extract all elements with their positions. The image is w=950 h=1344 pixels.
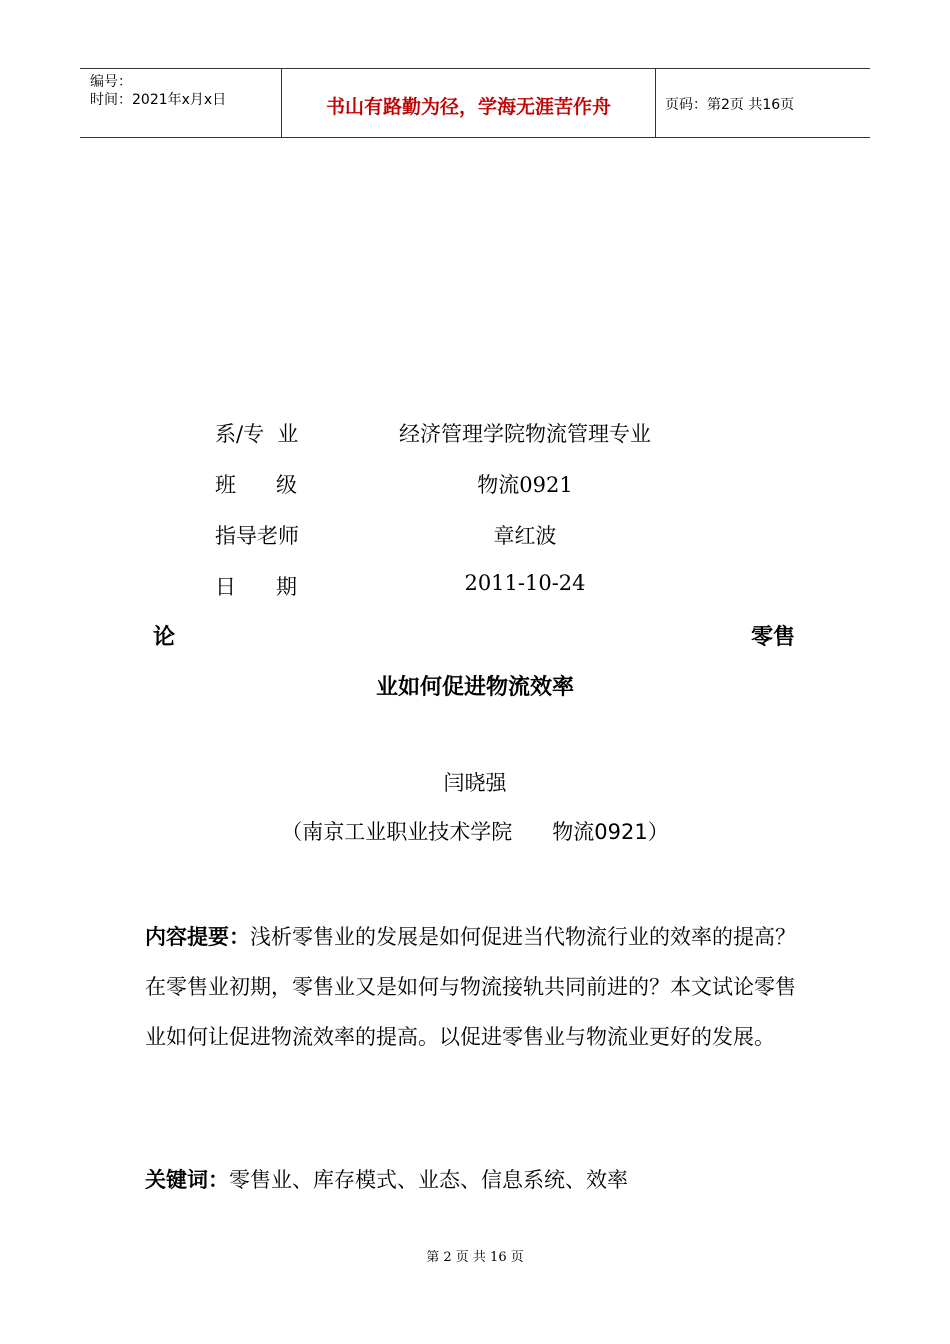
info-value: 2011-10-24 [464,571,586,595]
header-meta-cell [80,69,281,137]
paper-title-line2: 业如何促进物流效率 [375,675,574,700]
date-label: 时间：2021年x月x日 [90,92,227,108]
header-page-cell [655,69,870,137]
header-motto-cell [281,69,656,137]
info-label: 指导老师 [215,524,299,548]
paper-title-part-right: 零售 [751,625,796,650]
abstract-label: 内容提要： [145,925,250,949]
serial-number-label: 编号： [90,74,132,90]
keywords [145,1160,810,1200]
abstract-text: 浅析零售业的发展是如何促进当代物流行业的效率的提高？在零售业初期，零售业又是如何与物流接轨共同前进的？本文试论零售业如何让促进物流效率的提高。以促进零售业与物流业更好的发展。 [145,925,796,1049]
info-label: 系/专 业 [215,422,299,446]
author-affiliation: （南京工业职业技术学院 物流0921） [281,820,669,844]
info-value: 章红波 [493,524,557,548]
document-header [80,68,870,138]
keywords-text: 零售业、库存模式、业态、信息系统、效率 [229,1168,628,1192]
page-info: 页码：第2页 共16页 [665,97,795,113]
info-label: 日 期 [215,575,298,599]
motto: 书山有路勤为径，学海无涯苦作舟 [325,96,611,118]
info-value: 物流0921 [477,473,573,497]
paper-title-part-left: 论 [153,625,176,650]
info-label: 班 级 [215,473,298,497]
keywords-label: 关键词： [145,1168,229,1192]
info-value: 经济管理学院物流管理专业 [399,422,651,446]
page-footer: 第 2 页 共 16 页 [426,1250,524,1265]
abstract [145,912,810,1062]
author-name: 闫晓强 [443,771,507,795]
